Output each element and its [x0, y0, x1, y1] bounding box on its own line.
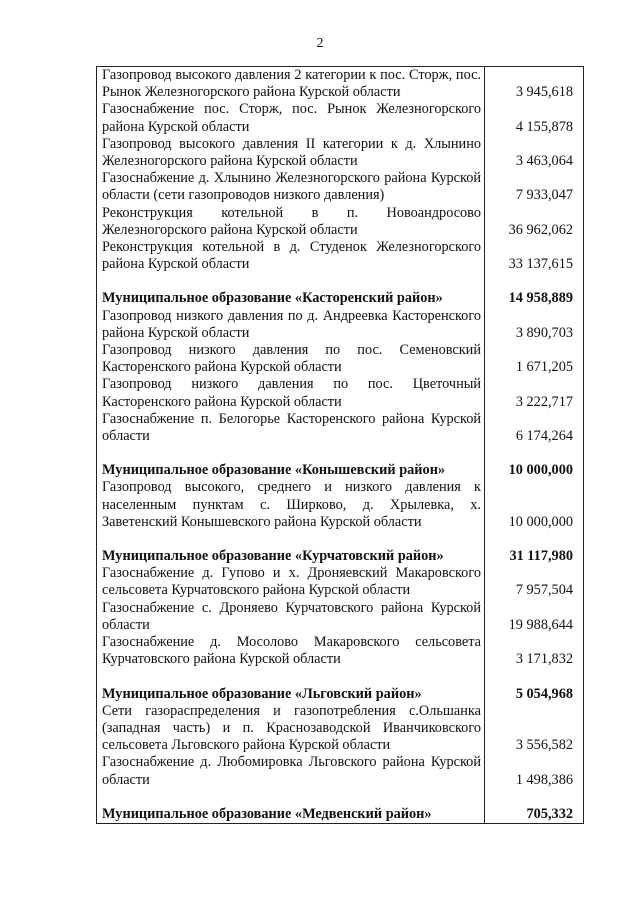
item-name: Газоснабжение д. Хлынино Железногорского района Курской области (сети газопроводов низкого давления) [97, 170, 485, 204]
spacer-cell [485, 531, 584, 548]
item-row [97, 376, 584, 410]
item-amount: 36 962,062 [485, 205, 584, 239]
item-row [97, 239, 584, 273]
spacer-row [97, 789, 584, 806]
item-amount: 3 890,703 [485, 308, 584, 342]
spacer-cell [97, 669, 485, 686]
spacer-cell [97, 531, 485, 548]
item-row [97, 205, 584, 239]
item-amount: 19 988,644 [485, 600, 584, 634]
table-body [97, 67, 584, 824]
item-amount: 1 671,205 [485, 342, 584, 376]
group-name: Муниципальное образование «Льговский район» [97, 686, 485, 703]
item-amount: 3 945,618 [485, 67, 584, 102]
spacer-row [97, 445, 584, 462]
item-row [97, 67, 584, 102]
spacer-cell [485, 273, 584, 290]
page-number: 2 [316, 36, 324, 51]
group-name: Муниципальное образование «Конышевский район» [97, 462, 485, 479]
item-amount: 3 463,064 [485, 136, 584, 170]
item-amount: 3 556,582 [485, 703, 584, 755]
group-amount: 5 054,968 [485, 686, 584, 703]
spacer-cell [97, 445, 485, 462]
spacer-cell [97, 789, 485, 806]
item-name: Газопровод высокого, среднего и низкого давления к населенным пунктам с. Ширково, д. Хрылевка, х. Заветенский Конышевского района Курской области [97, 479, 485, 531]
item-row [97, 101, 584, 135]
group-row [97, 806, 584, 824]
group-amount: 31 117,980 [485, 548, 584, 565]
item-row [97, 565, 584, 599]
item-name: Сети газораспределения и газопотребления с.Ольшанка (западная часть) и п. Краснозаводской Иванчиковского сельсовета Льговского района Курской области [97, 703, 485, 755]
item-amount: 10 000,000 [485, 479, 584, 531]
spacer-cell [485, 789, 584, 806]
spacer-cell [485, 669, 584, 686]
item-name: Реконструкция котельной в д. Студенок Железногорского района Курской области [97, 239, 485, 273]
group-name: Муниципальное образование «Курчатовский район» [97, 548, 485, 565]
item-row [97, 600, 584, 634]
budget-table [96, 66, 584, 824]
group-name: Муниципальное образование «Касторенский район» [97, 290, 485, 307]
item-name: Газопровод низкого давления по пос. Семеновский Касторенского района Курской области [97, 342, 485, 376]
spacer-row [97, 669, 584, 686]
group-row [97, 686, 584, 703]
item-amount: 3 171,832 [485, 634, 584, 668]
item-row [97, 136, 584, 170]
item-amount: 6 174,264 [485, 411, 584, 445]
item-amount: 7 957,504 [485, 565, 584, 599]
group-row [97, 462, 584, 479]
item-amount: 3 222,717 [485, 376, 584, 410]
item-name: Газопровод высокого давления 2 категории к пос. Сторж, пос. Рынок Железногорского района Курской области [97, 67, 485, 102]
item-row [97, 703, 584, 755]
item-name: Реконструкция котельной в п. Новоандросово Железногорского района Курской области [97, 205, 485, 239]
spacer-row [97, 273, 584, 290]
item-amount: 7 933,047 [485, 170, 584, 204]
group-amount: 10 000,000 [485, 462, 584, 479]
item-amount: 1 498,386 [485, 754, 584, 788]
spacer-cell [485, 445, 584, 462]
item-row [97, 634, 584, 668]
item-name: Газоснабжение с. Дроняево Курчатовского района Курской области [97, 600, 485, 634]
item-row [97, 308, 584, 342]
group-name: Муниципальное образование «Медвенский район» [97, 806, 485, 824]
item-name: Газоснабжение д. Гупово и х. Дроняевский Макаровского сельсовета Курчатовского района Курской области [97, 565, 485, 599]
item-name: Газоснабжение д. Мосолово Макаровского сельсовета Курчатовского района Курской области [97, 634, 485, 668]
item-name: Газоснабжение пос. Сторж, пос. Рынок Железногорского района Курской области [97, 101, 485, 135]
item-name: Газоснабжение д. Любомировка Льговского района Курской области [97, 754, 485, 788]
group-amount: 705,332 [485, 806, 584, 824]
item-name: Газоснабжение п. Белогорье Касторенского района Курской области [97, 411, 485, 445]
item-row [97, 479, 584, 531]
item-row [97, 170, 584, 204]
spacer-cell [97, 273, 485, 290]
item-row [97, 754, 584, 788]
item-name: Газопровод низкого давления по пос. Цветочный Касторенского района Курской области [97, 376, 485, 410]
item-row [97, 342, 584, 376]
group-row [97, 290, 584, 307]
item-name: Газопровод высокого давления II категории к д. Хлынино Железногорского района Курской области [97, 136, 485, 170]
item-amount: 33 137,615 [485, 239, 584, 273]
spacer-row [97, 531, 584, 548]
item-row [97, 411, 584, 445]
item-name: Газопровод низкого давления по д. Андреевка Касторенского района Курской области [97, 308, 485, 342]
item-amount: 4 155,878 [485, 101, 584, 135]
group-row [97, 548, 584, 565]
group-amount: 14 958,889 [485, 290, 584, 307]
